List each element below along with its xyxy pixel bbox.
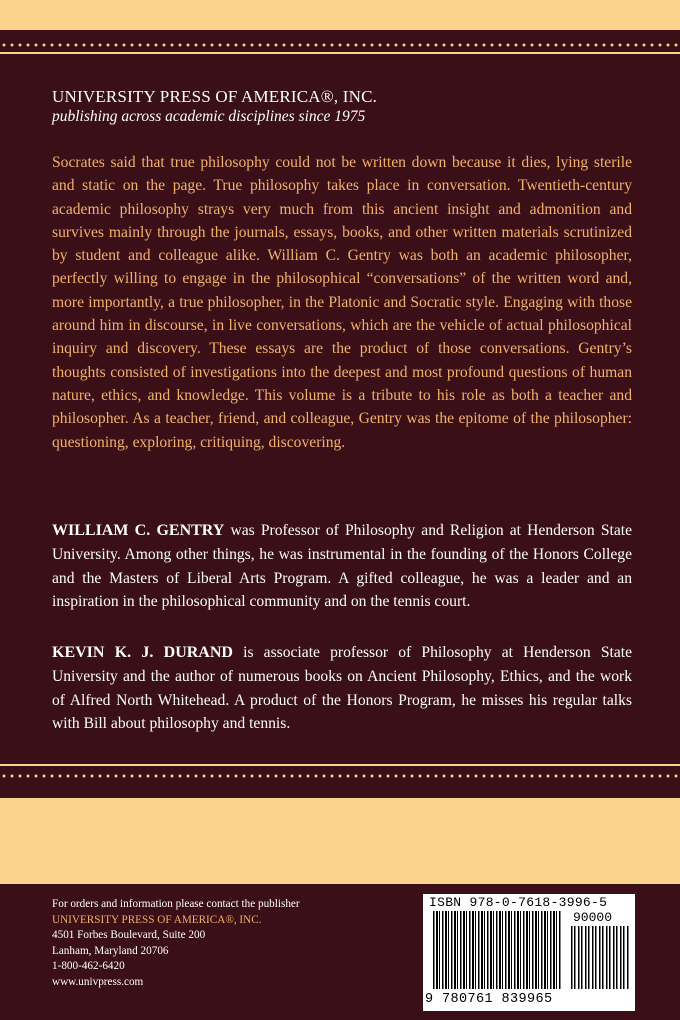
contact-address-line1: 4501 Forbes Boulevard, Suite 200 xyxy=(52,929,206,941)
lower-color-band xyxy=(0,798,680,884)
addon-barcode-bars xyxy=(571,926,629,989)
isbn-barcode xyxy=(423,894,635,1011)
publisher-name: UNIVERSITY PRESS OF AMERICA®, INC. xyxy=(52,87,378,106)
price-code: 90000 xyxy=(573,910,613,925)
publisher-contact-block xyxy=(52,897,300,990)
author-bio-text: is associate professor of Philosophy at Henderson State University and the author of numerous books on Ancient Philosophy, Ethics, and the work of Alfred North Whitehead. A product of the Honors Program, he misses his regular talks with Bill about philosophy and tennis. xyxy=(52,644,632,733)
ean-number: 9 780761 839965 xyxy=(425,992,553,1007)
bottom-dotted-border xyxy=(0,774,680,778)
bottom-rule xyxy=(0,764,680,766)
contact-phone: 1-800-462-6420 xyxy=(52,960,125,972)
author-bio-durand xyxy=(52,641,632,736)
isbn-label: ISBN 978-0-7618-3996-5 xyxy=(429,895,608,910)
author-bio-text: was Professor of Philosophy and Religion at Henderson State University. Among other things, he was instrumental in the founding of the Honors College and the Masters of Liberal Arts Program. A gifted colleague, he was a leader and an inspiration in the philosophical community and on the tennis court. xyxy=(52,522,632,611)
publisher-tagline: publishing across academic disciplines since 1975 xyxy=(52,108,366,125)
top-color-band xyxy=(0,0,680,30)
author-name: WILLIAM C. GENTRY xyxy=(52,522,225,539)
author-name: KEVIN K. J. DURAND xyxy=(52,644,233,661)
ean-barcode-bars xyxy=(433,911,561,989)
author-bio-gentry xyxy=(52,519,632,614)
contact-website[interactable]: www.univpress.com xyxy=(52,975,144,988)
top-rule xyxy=(0,52,680,54)
contact-intro: For orders and information please contact the publisher xyxy=(52,898,300,910)
top-dotted-border xyxy=(0,43,680,47)
contact-publisher: UNIVERSITY PRESS OF AMERICA®, INC. xyxy=(52,913,262,926)
book-description: Socrates said that true philosophy could not be written down because it dies, lying sterile and static on the page. True philosophy takes place in conversation. Twentieth-century academic philosophy strays very much from this ancient insight and admonition and survives mainly through the journals, essays, books, and other written materials scrutinized by student and colleague alike. William C. Gentry was both an academic philosopher, perfectly willing to engage in the philosophical “conversations” of the written word and, more importantly, a true philosopher, in the Platonic and Socratic style. Engaging with those around him in discourse, in live conversations, which are the vehicle of actual philosophical inquiry and discovery. These essays are the product of those conversations. Gentry’s thoughts consisted of investigations into the deepest and most profound questions of human nature, ethics, and knowledge. This volume is a tribute to his role as both a teacher and philosopher. As a teacher, friend, and colleague, Gentry was the epitome of the philosopher: questioning, exploring, critiquing, discovering. xyxy=(52,154,632,451)
contact-address-line2: Lanham, Maryland 20706 xyxy=(52,944,169,957)
